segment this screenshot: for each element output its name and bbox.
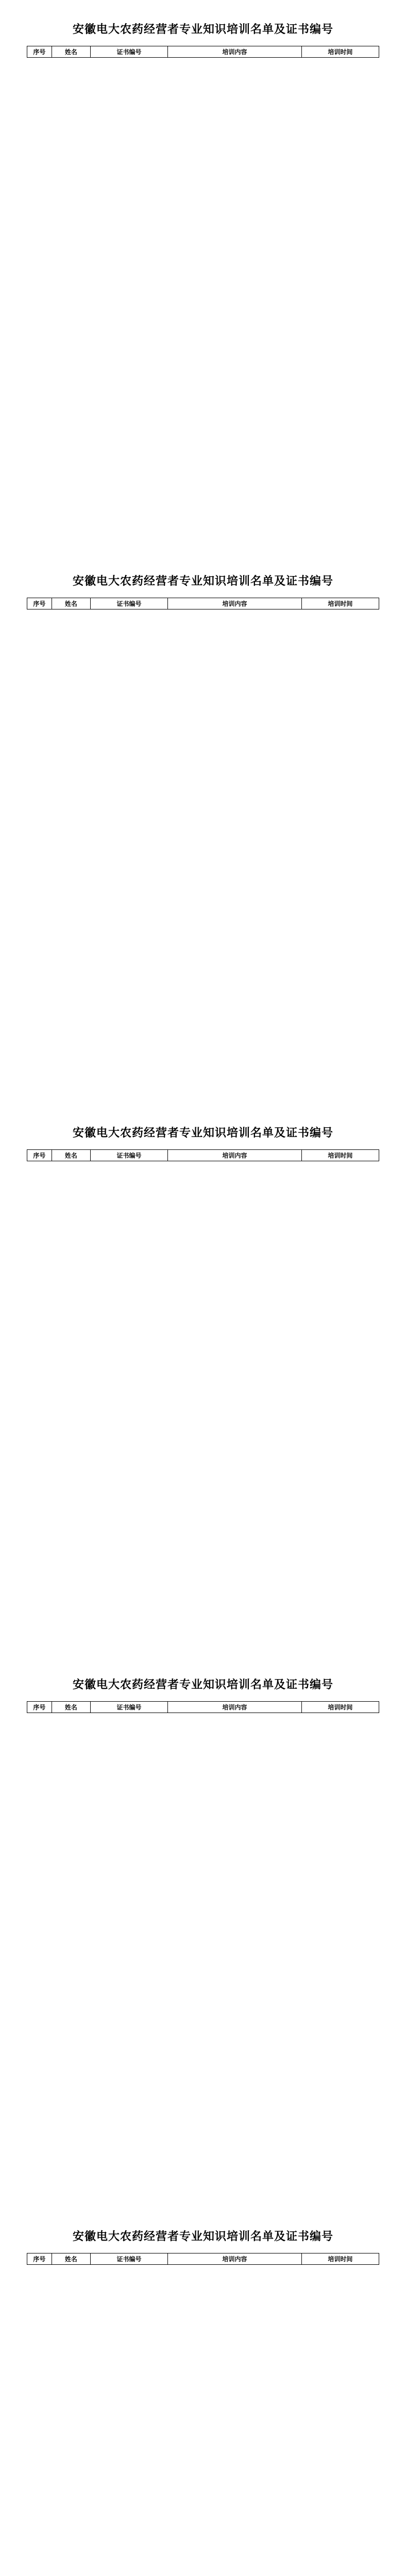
col-header-name: 姓名 [52,598,90,609]
header-row [27,46,379,58]
col-header-content: 培训内容 [168,2253,302,2265]
page-title: 安徽电大农药经营者专业知识培训名单及证书编号 [72,2230,333,2243]
header-row [27,1150,379,1161]
header-row [27,2253,379,2265]
col-header-index: 序号 [27,1150,52,1161]
col-header-date: 培训时间 [301,46,379,58]
col-header-content: 培训内容 [168,1150,302,1161]
col-header-date: 培训时间 [301,1150,379,1161]
col-header-index: 序号 [27,1702,52,1713]
col-header-cert: 证书编号 [90,1150,167,1161]
col-header-index: 序号 [27,598,52,609]
col-header-cert: 证书编号 [90,598,167,609]
roster-page [0,2207,406,2576]
col-header-cert: 证书编号 [90,1702,167,1713]
roster-table [27,1701,379,1713]
roster-table [27,598,379,609]
col-header-date: 培训时间 [301,1702,379,1713]
page-title: 安徽电大农药经营者专业知识培训名单及证书编号 [72,23,333,36]
col-header-cert: 证书编号 [90,2253,167,2265]
header-row [27,598,379,609]
col-header-index: 序号 [27,2253,52,2265]
roster-page [0,1655,406,2207]
col-header-name: 姓名 [52,46,90,58]
col-header-index: 序号 [27,46,52,58]
page-title: 安徽电大农药经营者专业知识培训名单及证书编号 [72,1678,333,1691]
roster-table [27,1149,379,1161]
page-title: 安徽电大农药经营者专业知识培训名单及证书编号 [72,1126,333,1140]
roster-page [0,0,406,552]
roster-table [27,46,379,58]
col-header-date: 培训时间 [301,2253,379,2265]
page-title: 安徽电大农药经营者专业知识培训名单及证书编号 [72,574,333,588]
col-header-date: 培训时间 [301,598,379,609]
col-header-name: 姓名 [52,1702,90,1713]
col-header-content: 培训内容 [168,1702,302,1713]
header-row [27,1702,379,1713]
col-header-content: 培训内容 [168,46,302,58]
roster-table [27,2253,379,2265]
col-header-name: 姓名 [52,1150,90,1161]
col-header-name: 姓名 [52,2253,90,2265]
roster-page [0,552,406,1104]
roster-page [0,1104,406,1655]
col-header-content: 培训内容 [168,598,302,609]
col-header-cert: 证书编号 [90,46,167,58]
